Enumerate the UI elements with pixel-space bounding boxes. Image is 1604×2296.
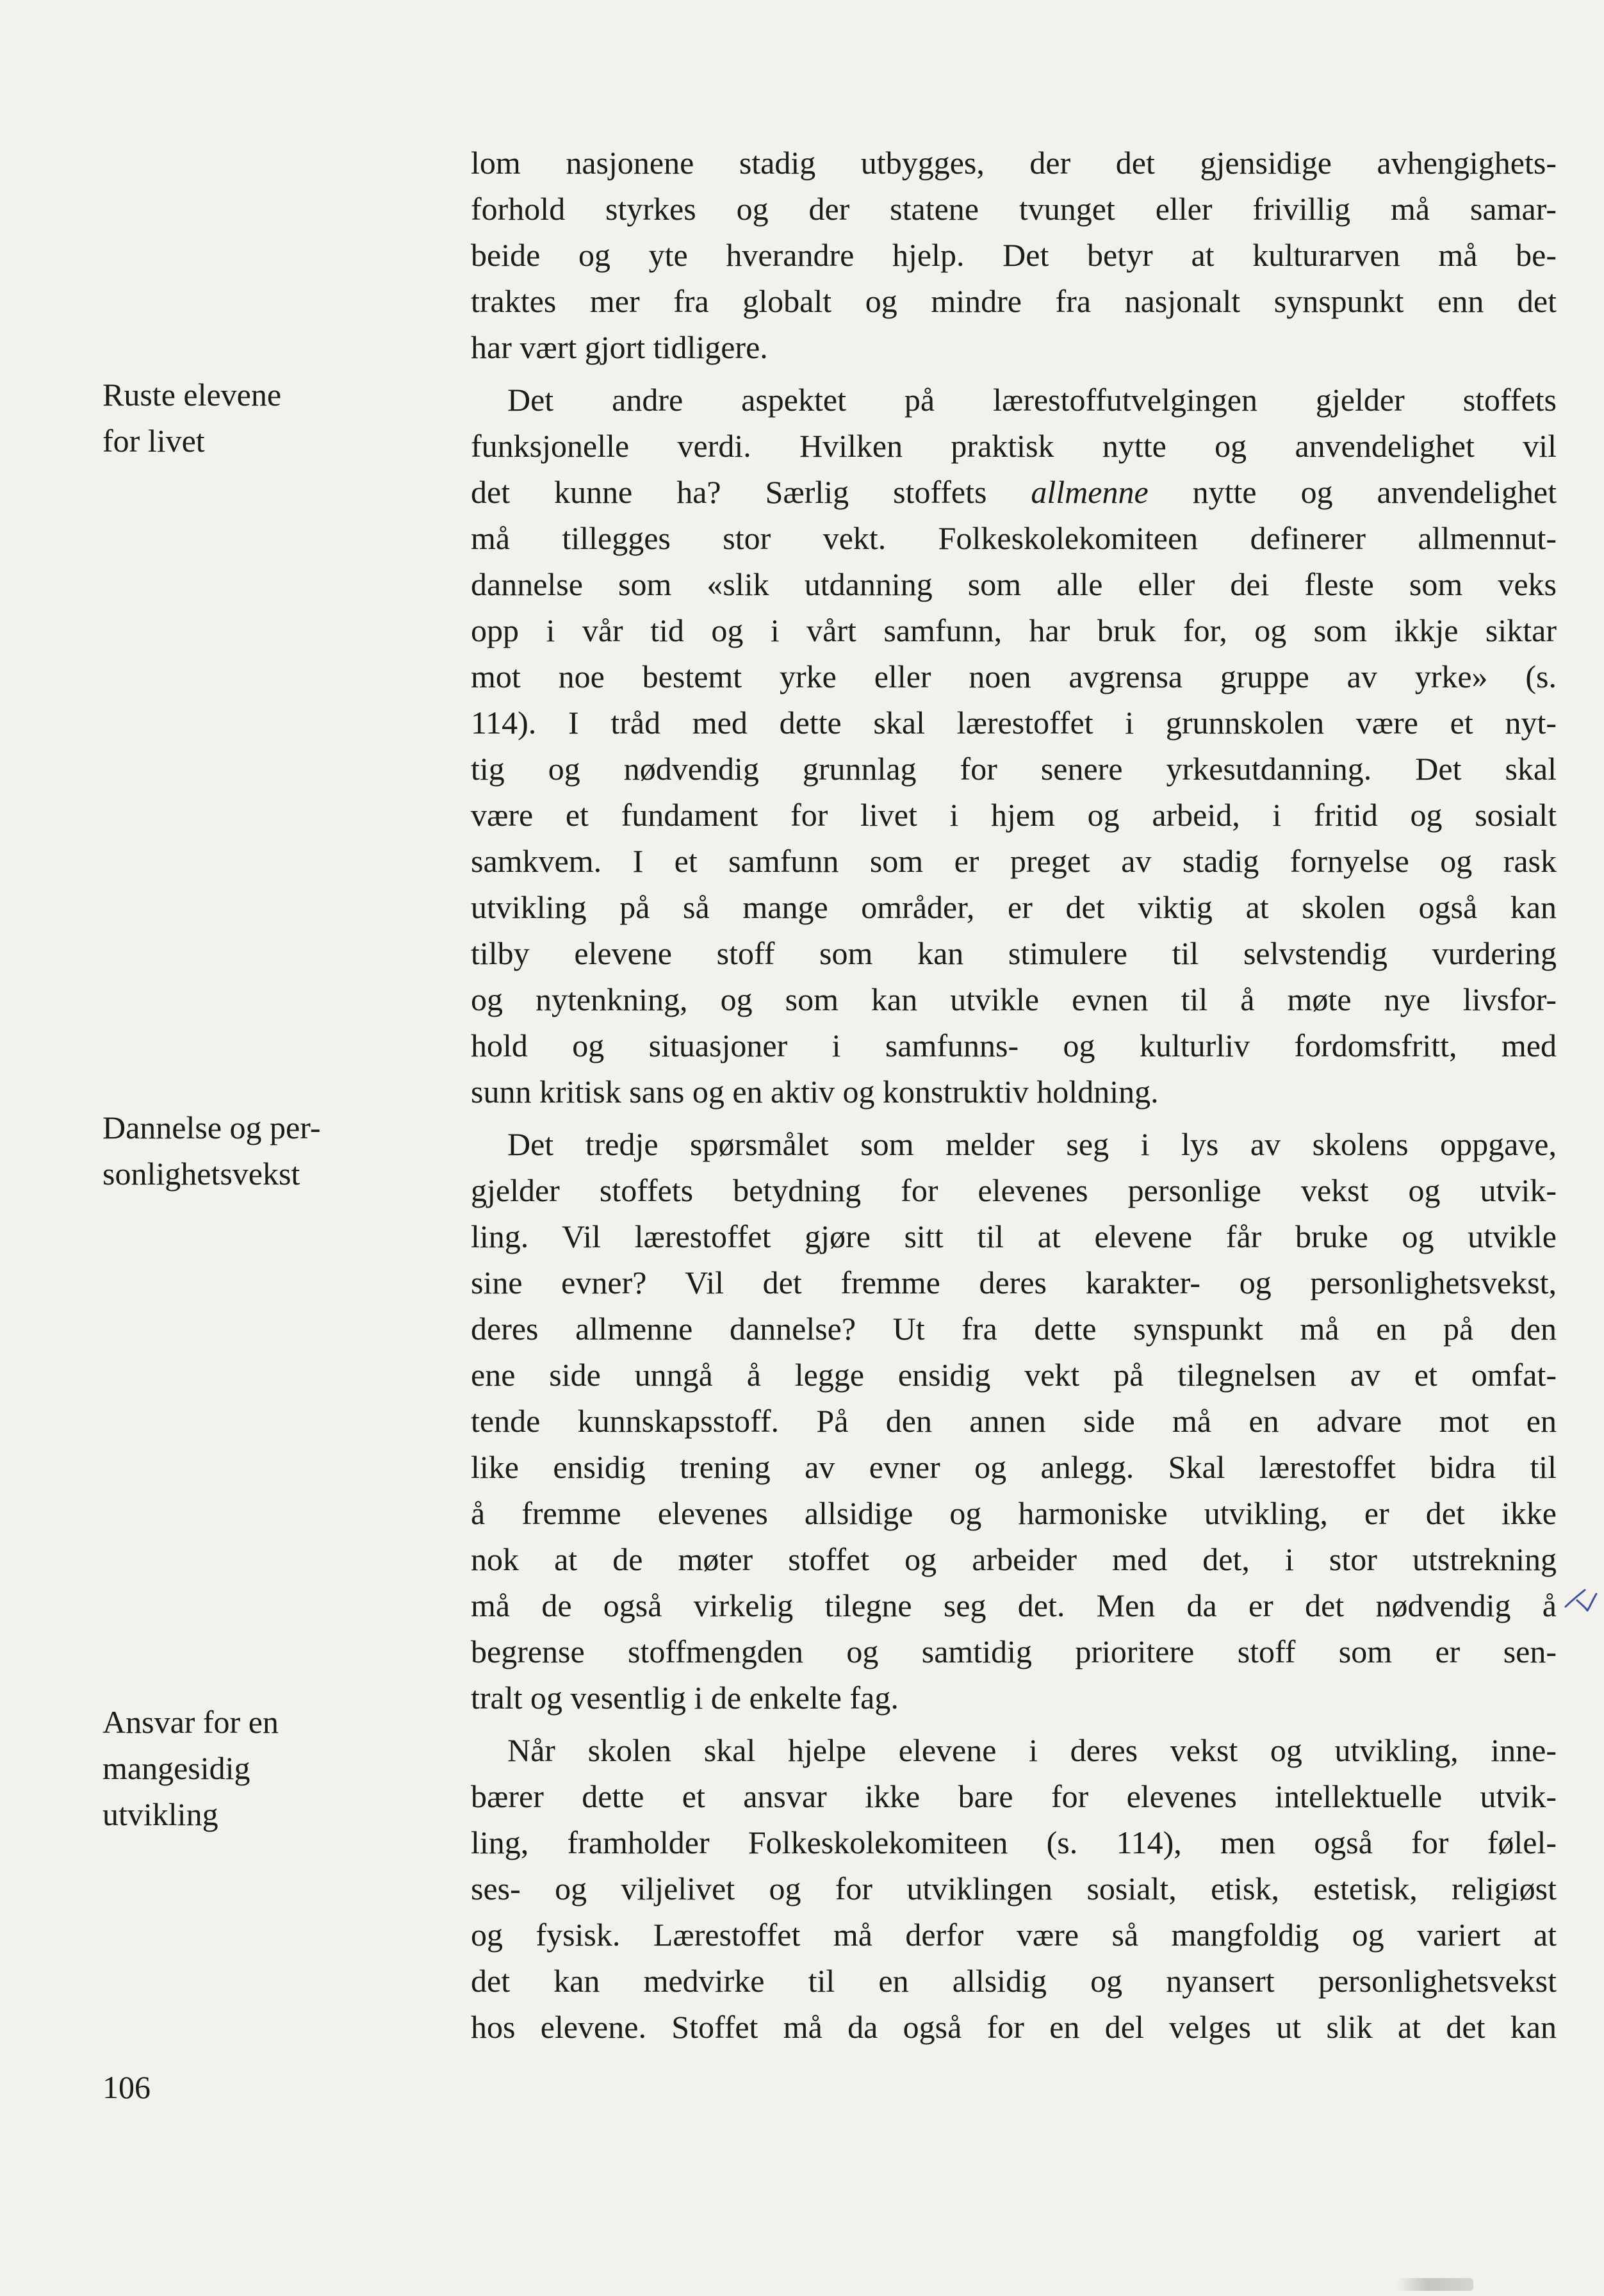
body-line: ling. Vil lærestoffet gjøre sitt til at elevene får bruke og utvikle bbox=[471, 1218, 1557, 1254]
body-line: funksjonelle verdi. Hvilken praktisk nytte og anvendelighet vil bbox=[471, 428, 1557, 464]
body-line: like ensidig trening av evner og anlegg. Skal lærestoffet bidra til bbox=[471, 1449, 1557, 1485]
body-text bbox=[471, 140, 1557, 2050]
page-number: 106 bbox=[102, 2069, 151, 2105]
body-line: har vært gjort tidligere. bbox=[471, 329, 768, 365]
body-line: opp i vår tid og i vårt samfunn, har bruk for, og som ikkje siktar bbox=[471, 612, 1557, 648]
sidenote-line: for livet bbox=[102, 423, 205, 459]
sidenote-line: mangesidig bbox=[102, 1750, 250, 1786]
body-line: gjelder stoffets betydning for elevenes personlige vekst og utvik- bbox=[471, 1172, 1557, 1208]
body-line: må tillegges stor vekt. Folkeskolekomiteen definerer allmennut- bbox=[471, 520, 1557, 556]
body-line: tralt og vesentlig i de enkelte fag. bbox=[471, 1680, 899, 1716]
body-line: og fysisk. Lærestoffet må derfor være så mangfoldig og variert at bbox=[471, 1917, 1557, 1953]
body-line: 114). I tråd med dette skal lærestoffet i grunnskolen være et nyt- bbox=[471, 705, 1557, 741]
handwritten-check-mark-icon bbox=[1562, 1581, 1600, 1620]
body-line: sunn kritisk sans og en aktiv og konstruktiv holdning. bbox=[471, 1074, 1159, 1110]
sidenote-dannelse bbox=[102, 1104, 436, 1197]
sidenote-ruste-elevene bbox=[102, 372, 436, 464]
body-line: lom nasjonene stadig utbygges, der det gjensidige avhengighets- bbox=[471, 145, 1557, 181]
body-line: nok at de møter stoffet og arbeider med det, i stor utstrekning bbox=[471, 1541, 1557, 1577]
body-line: tende kunnskapsstoff. På den annen side må en advare mot en bbox=[471, 1403, 1557, 1439]
sidenote-line: utvikling bbox=[102, 1796, 218, 1832]
body-line: å fremme elevenes allsidige og harmoniske utvikling, er det ikke bbox=[471, 1495, 1557, 1531]
body-line: Når skolen skal hjelpe elevene i deres vekst og utvikling, inne- bbox=[507, 1732, 1557, 1768]
body-line: deres allmenne dannelse? Ut fra dette synspunkt må en på den bbox=[471, 1311, 1557, 1347]
body-line: Det tredje spørsmålet som melder seg i lys av skolens oppgave, bbox=[507, 1126, 1557, 1162]
sidenote-line: Ruste elevene bbox=[102, 377, 282, 413]
body-line: dannelse som «slik utdanning som alle eller dei fleste som veks bbox=[471, 566, 1557, 602]
body-line: ene side unngå å legge ensidig vekt på tilegnelsen av et omfat- bbox=[471, 1357, 1557, 1393]
body-line: utvikling på så mange områder, er det viktig at skolen også kan bbox=[471, 889, 1557, 925]
body-line: være et fundament for livet i hjem og arbeid, i fritid og sosialt bbox=[471, 797, 1557, 833]
body-line: det kan medvirke til en allsidig og nyansert personlighetsvekst bbox=[471, 1963, 1557, 1999]
sidenote-ansvar bbox=[102, 1699, 436, 1837]
body-line: og nytenkning, og som kan utvikle evnen til å møte nye livsfor- bbox=[471, 981, 1557, 1017]
line-part: nytte og anvendelighet bbox=[1148, 474, 1557, 510]
body-line: beide og yte hverandre hjelp. Det betyr at kulturarven må be- bbox=[471, 237, 1557, 273]
body-line: bærer dette et ansvar ikke bare for elevenes intellektuelle utvik- bbox=[471, 1778, 1557, 1814]
body-line-with-emphasis bbox=[471, 469, 1557, 515]
body-line: samkvem. I et samfunn som er preget av stadig fornyelse og rask bbox=[471, 843, 1557, 879]
body-line: hold og situasjoner i samfunns- og kulturliv fordomsfritt, med bbox=[471, 1028, 1557, 1063]
body-line: Det andre aspektet på lærestoffutvelgingen gjelder stoffets bbox=[507, 382, 1557, 418]
body-line: ses- og viljelivet og for utviklingen sosialt, etisk, estetisk, religiøst bbox=[471, 1871, 1557, 1906]
body-line: forhold styrkes og der statene tvunget eller frivillig må samar- bbox=[471, 191, 1557, 227]
body-line: begrense stoffmengden og samtidig prioritere stoff som er sen- bbox=[471, 1634, 1557, 1669]
sidenote-line: Ansvar for en bbox=[102, 1704, 279, 1740]
body-line: mot noe bestemt yrke eller noen avgrensa gruppe av yrke» (s. bbox=[471, 659, 1557, 694]
sidenote-line: sonlighetsvekst bbox=[102, 1156, 300, 1192]
body-line: sine evner? Vil det fremme deres karakter- og personlighetsvekst, bbox=[471, 1265, 1557, 1300]
body-line: hos elevene. Stoffet må da også for en del velges ut slik at det kan bbox=[471, 2009, 1557, 2045]
body-line: traktes mer fra globalt og mindre fra nasjonalt synspunkt enn det bbox=[471, 283, 1557, 319]
body-line: tilby elevene stoff som kan stimulere til selvstendig vurdering bbox=[471, 935, 1557, 971]
scan-artifact bbox=[1396, 2278, 1473, 2291]
emphasis-allmenne: allmenne bbox=[1031, 474, 1149, 510]
body-line: ling, framholder Folkeskolekomiteen (s. 114), men også for følel- bbox=[471, 1824, 1557, 1860]
body-line: tig og nødvendig grunnlag for senere yrkesutdanning. Det skal bbox=[471, 751, 1557, 787]
body-line: må de også virkelig tilegne seg det. Men da er det nødvendig å bbox=[471, 1587, 1557, 1623]
sidenote-line: Dannelse og per- bbox=[102, 1110, 321, 1145]
line-part: det kunne ha? Særlig stoffets bbox=[471, 474, 1031, 510]
